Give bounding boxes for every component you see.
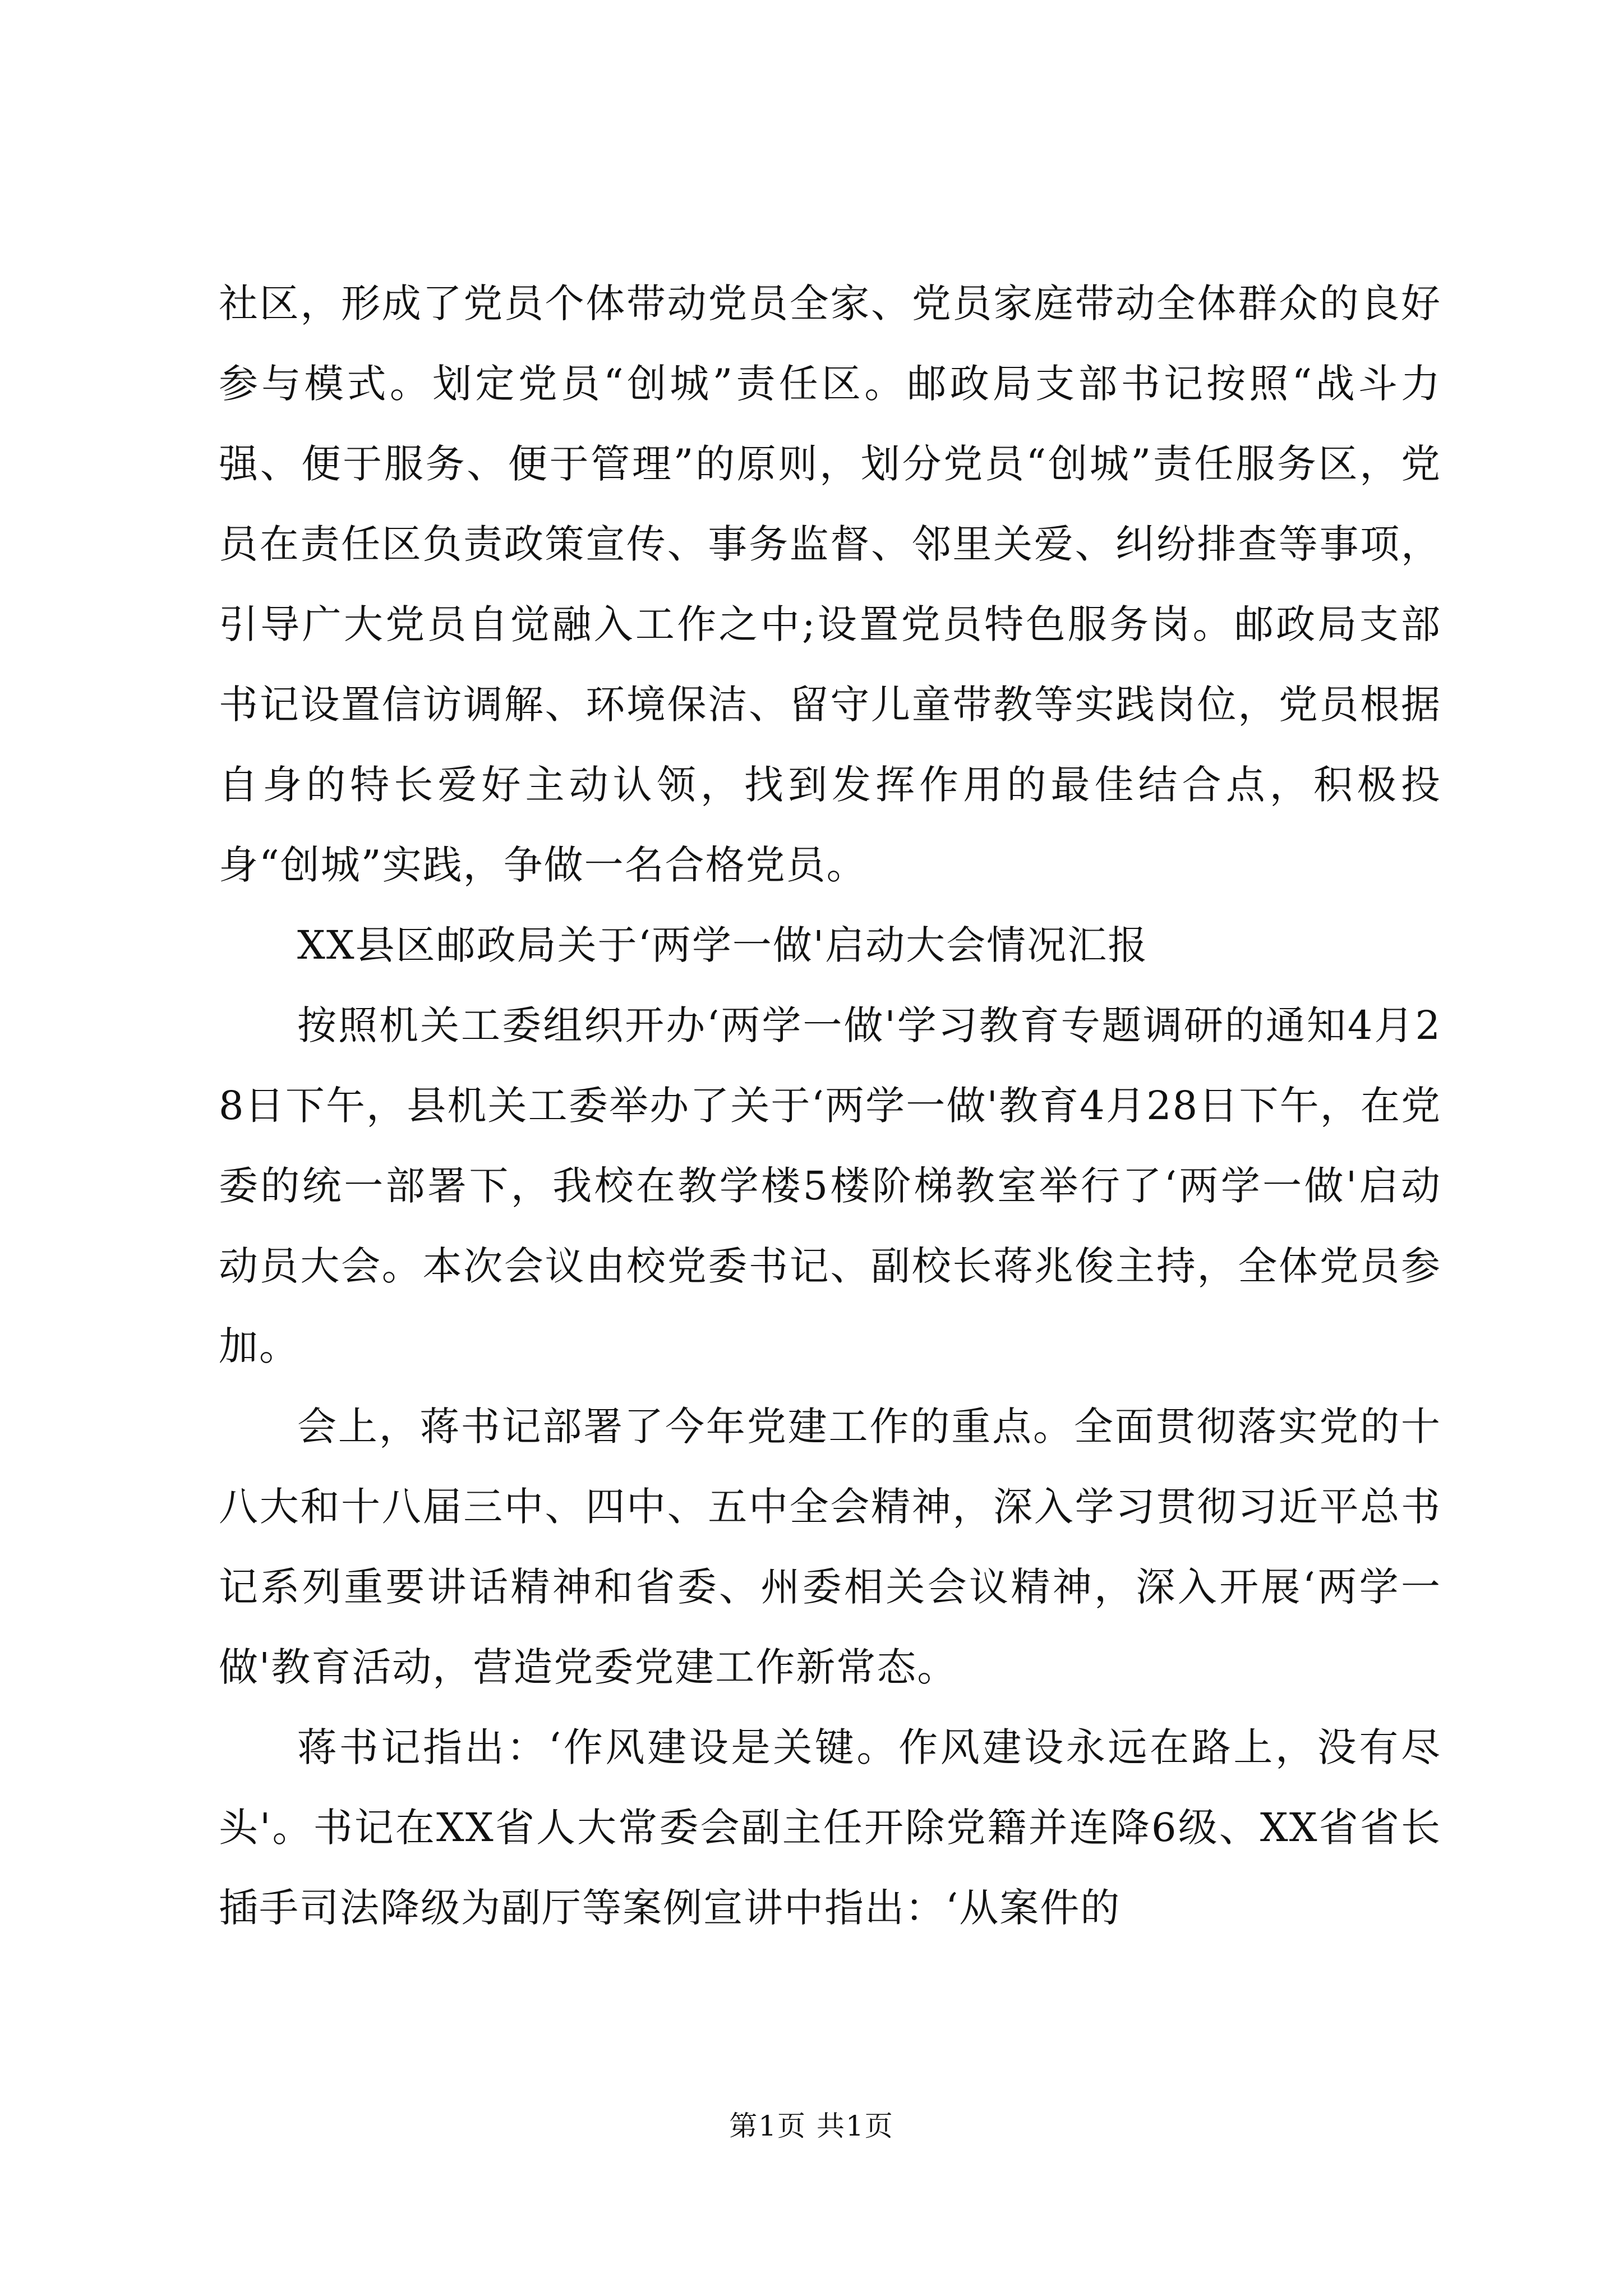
section-heading: XX县区邮政局关于‘两学一做'启动大会情况汇报 — [297, 922, 1149, 968]
paragraph-secretary-remarks: 蒋书记指出：‘作风建设是关键。作风建设永远在路上，没有尽头'。书记在XX省人大常委会副主任开除党籍并连降6级、XX省省长插手司法降级为副厅等案例宣讲中指出：‘从案件的 — [219, 1724, 1441, 1931]
document-body — [219, 264, 1441, 1948]
paragraph-continuation: 社区，形成了党员个体带动党员全家、党员家庭带动全体群众的良好参与模式。划定党员“创城”责任区。邮政局支部书记按照“战斗力强、便于服务、便于管理”的原则，划分党员“创城”责任服务区，党员在责任区负责政策宣传、事务监督、邻里关爱、纠纷排查等事项，引导广大党员自觉融入工作之中;设置党员特色服务岗。邮政局支部书记设置信访调解、环境保洁、留守儿童带教等实践岗位，党员根据自身的特长爱好主动认领，找到发挥作用的最佳结合点，积极投身“创城”实践，争做一名合格党员。 — [219, 280, 1441, 888]
page-number-footer: 第1页 共1页 — [729, 2110, 894, 2142]
paragraph-meeting-intro: 按照机关工委组织开办‘两学一做'学习教育专题调研的通知4月28日下午，县机关工委举办了关于‘两学一做'教育4月28日下午，在党委的统一部署下，我校在教学楼5楼阶梯教室举行了‘两学一做'启动动员大会。本次会议由校党委书记、副校长蒋兆俊主持，全体党员参加。 — [219, 1002, 1441, 1369]
paragraph-work-focus: 会上，蒋书记部署了今年党建工作的重点。全面贯彻落实党的十八大和十八届三中、四中、五中全会精神，深入学习贯彻习近平总书记系列重要讲话精神和省委、州委相关会议精神，深入开展‘两学一做'教育活动，营造党委党建工作新常态。 — [219, 1404, 1441, 1690]
